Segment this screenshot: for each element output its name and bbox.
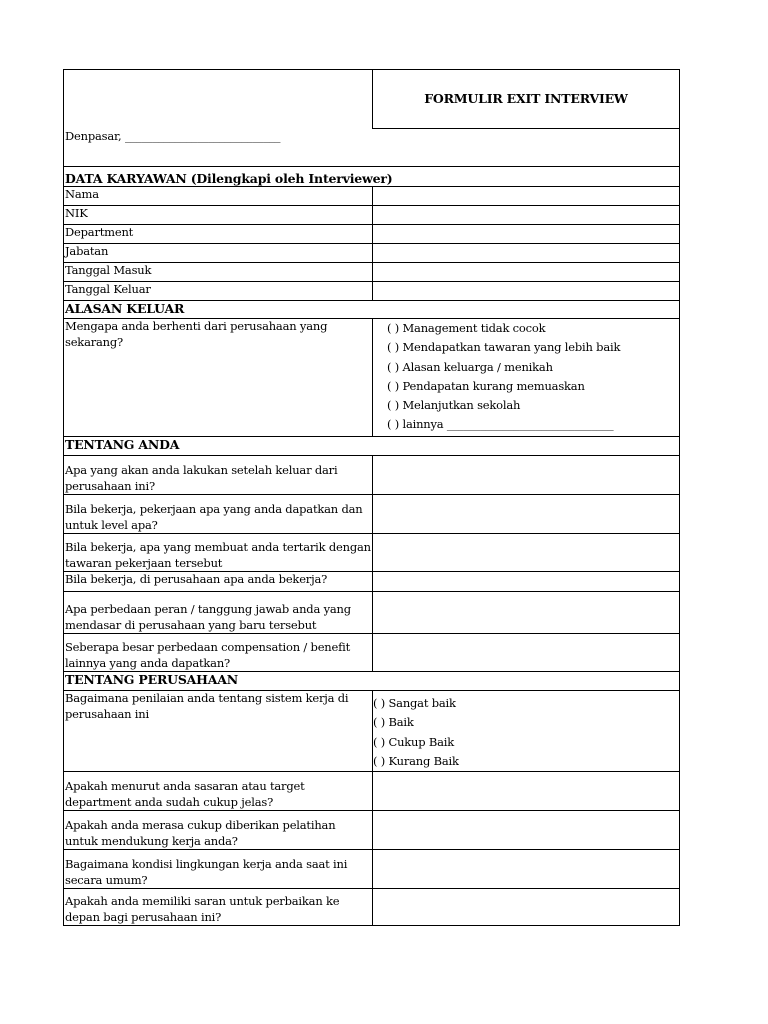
question-label: Bagaimana kondisi lingkungan kerja anda saat ini secara umum? <box>64 850 373 889</box>
rating-option[interactable]: ( ) Baik <box>373 715 414 730</box>
rating-row <box>64 691 680 772</box>
form-table <box>63 69 680 926</box>
question-row <box>64 592 680 634</box>
date-field[interactable]: Denpasar, ____________________________ <box>64 129 680 167</box>
answer-field[interactable] <box>373 572 680 592</box>
question-label: Apa perbedaan peran / tanggung jawab anda yang mendasar di perusahaan yang baru tersebut <box>64 592 373 634</box>
rating-options <box>373 691 680 772</box>
field-row-tanggal-keluar <box>64 282 680 301</box>
field-row-tanggal-masuk <box>64 263 680 282</box>
question-row <box>64 811 680 850</box>
field-input-nama[interactable] <box>373 187 680 206</box>
question-row <box>64 572 680 592</box>
reason-option[interactable]: ( ) Melanjutkan sekolah <box>387 398 521 413</box>
field-label: Nama <box>64 187 373 206</box>
answer-field[interactable] <box>373 592 680 634</box>
question-label: Seberapa besar perbedaan compensation / benefit lainnya yang anda dapatkan? <box>64 634 373 672</box>
field-row-nik <box>64 206 680 225</box>
section-heading: ALASAN KELUAR <box>64 301 680 319</box>
answer-field[interactable] <box>373 889 680 926</box>
question-row <box>64 495 680 534</box>
field-input-nik[interactable] <box>373 206 680 225</box>
reason-option[interactable]: ( ) Pendapatan kurang memuaskan <box>387 378 585 393</box>
question-label: Apakah menurut anda sasaran atau target department anda sudah cukup jelas? <box>64 772 373 811</box>
section-tentang-anda <box>64 437 680 456</box>
field-row-jabatan <box>64 244 680 263</box>
question-row <box>64 534 680 572</box>
reason-question: Mengapa anda berhenti dari perusahaan yang sekarang? <box>64 319 373 437</box>
question-label: Bila bekerja, apa yang membuat anda tertarik dengan tawaran pekerjaan tersebut <box>64 534 373 572</box>
question-row <box>64 634 680 672</box>
question-label: Apakah anda merasa cukup diberikan pelatihan untuk mendukung kerja anda? <box>64 811 373 850</box>
rating-option[interactable]: ( ) Kurang Baik <box>373 753 459 768</box>
field-input-tanggal-keluar[interactable] <box>373 282 680 301</box>
section-heading: DATA KARYAWAN (Dilengkapi oleh Interviewer) <box>64 167 680 187</box>
answer-field[interactable] <box>373 456 680 495</box>
question-row <box>64 772 680 811</box>
rating-option[interactable]: ( ) Sangat baik <box>373 696 456 710</box>
form-title: FORMULIR EXIT INTERVIEW <box>373 70 680 129</box>
section-heading: TENTANG ANDA <box>64 437 680 456</box>
reason-option[interactable]: ( ) lainnya ______________________________ <box>387 417 614 432</box>
answer-field[interactable] <box>373 811 680 850</box>
reason-options <box>373 319 680 437</box>
section-employee-data <box>64 167 680 187</box>
question-row <box>64 456 680 495</box>
field-input-tanggal-masuk[interactable] <box>373 263 680 282</box>
answer-field[interactable] <box>373 850 680 889</box>
date-row <box>64 129 680 167</box>
reason-option[interactable]: ( ) Mendapatkan tawaran yang lebih baik <box>387 340 621 355</box>
field-input-jabatan[interactable] <box>373 244 680 263</box>
reason-option[interactable]: ( ) Alasan keluarga / menikah <box>387 359 553 374</box>
question-label: Bila bekerja, di perusahaan apa anda bekerja? <box>64 572 373 592</box>
answer-field[interactable] <box>373 772 680 811</box>
field-row-nama <box>64 187 680 206</box>
question-label: Apa yang akan anda lakukan setelah keluar dari perusahaan ini? <box>64 456 373 495</box>
rating-question: Bagaimana penilaian anda tentang sistem kerja di perusahaan ini <box>64 691 373 772</box>
section-tentang-perusahaan <box>64 672 680 691</box>
exit-interview-form <box>63 69 679 926</box>
answer-field[interactable] <box>373 534 680 572</box>
section-heading: TENTANG PERUSAHAAN <box>64 672 680 691</box>
field-label: NIK <box>64 206 373 225</box>
question-label: Bila bekerja, pekerjaan apa yang anda dapatkan dan untuk level apa? <box>64 495 373 534</box>
question-row <box>64 850 680 889</box>
field-row-department <box>64 225 680 244</box>
reason-row <box>64 319 680 437</box>
field-label: Tanggal Keluar <box>64 282 373 301</box>
field-input-department[interactable] <box>373 225 680 244</box>
field-label: Tanggal Masuk <box>64 263 373 282</box>
section-alasan-keluar <box>64 301 680 319</box>
reason-option[interactable]: ( ) Management tidak cocok <box>387 321 546 335</box>
answer-field[interactable] <box>373 634 680 672</box>
field-label: Department <box>64 225 373 244</box>
question-row <box>64 889 680 926</box>
title-row <box>64 70 680 129</box>
rating-option[interactable]: ( ) Cukup Baik <box>373 734 455 749</box>
question-label: Apakah anda memiliki saran untuk perbaikan ke depan bagi perusahaan ini? <box>64 889 373 926</box>
answer-field[interactable] <box>373 495 680 534</box>
field-label: Jabatan <box>64 244 373 263</box>
blank-header-cell <box>64 70 373 129</box>
